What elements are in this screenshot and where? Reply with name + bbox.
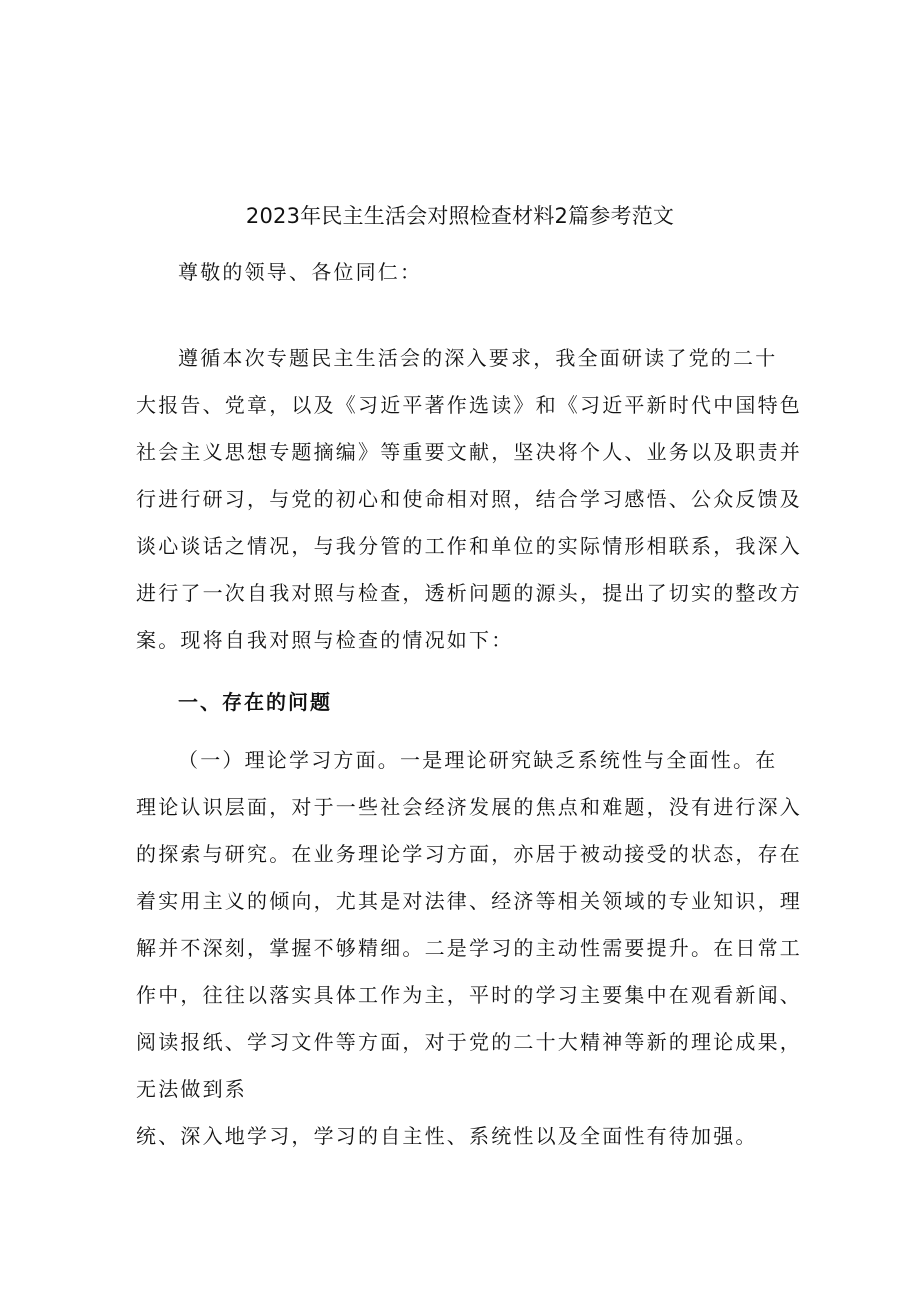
section-line: 作中，往往以落实具体工作为主，平时的学习主要集中在观看新闻、 bbox=[136, 983, 802, 1007]
intro-line: 社会主义思想专题摘编》等重要文献，坚决将个人、业务以及职责并 bbox=[136, 440, 802, 464]
section-heading: 一、存在的问题 bbox=[178, 690, 332, 714]
section-line: （一）理论学习方面。一是理论研究缺乏系统性与全面性。在 bbox=[178, 748, 778, 772]
intro-line: 进行了一次自我对照与检查，透析问题的源头，提出了切实的整改方 bbox=[136, 581, 802, 605]
section-line: 统、深入地学习，学习的自主性、系统性以及全面性有待加强。 bbox=[136, 1124, 758, 1148]
intro-line: 谈心谈话之情况，与我分管的工作和单位的实际情形相联系，我深入 bbox=[136, 534, 802, 558]
section-line: 阅读报纸、学习文件等方面，对于党的二十大精神等新的理论成果， bbox=[136, 1030, 802, 1054]
intro-line: 案。现将自我对照与检查的情况如下： bbox=[136, 628, 514, 652]
intro-line: 行进行研习，与党的初心和使命相对照，结合学习感悟、公众反馈及 bbox=[136, 487, 802, 511]
salutation: 尊敬的领导、各位同仁： bbox=[178, 260, 423, 284]
section-line: 解并不深刻，掌握不够精细。二是学习的主动性需要提升。在日常工 bbox=[136, 936, 802, 960]
section-line: 着实用主义的倾向，尤其是对法律、经济等相关领域的专业知识，理 bbox=[136, 889, 802, 913]
document-title: 2023年民主生活会对照检查材料2篇参考范文 bbox=[245, 204, 675, 228]
intro-line: 大报告、党章，以及《习近平著作选读》和《习近平新时代中国特色 bbox=[136, 393, 802, 417]
intro-line: 遵循本次专题民主生活会的深入要求，我全面研读了党的二十 bbox=[178, 346, 778, 370]
section-line: 的探索与研究。在业务理论学习方面，亦居于被动接受的状态，存在 bbox=[136, 842, 802, 866]
section-line: 无法做到系 bbox=[136, 1077, 247, 1101]
section-line: 理论认识层面，对于一些社会经济发展的焦点和难题，没有进行深入 bbox=[136, 795, 802, 819]
